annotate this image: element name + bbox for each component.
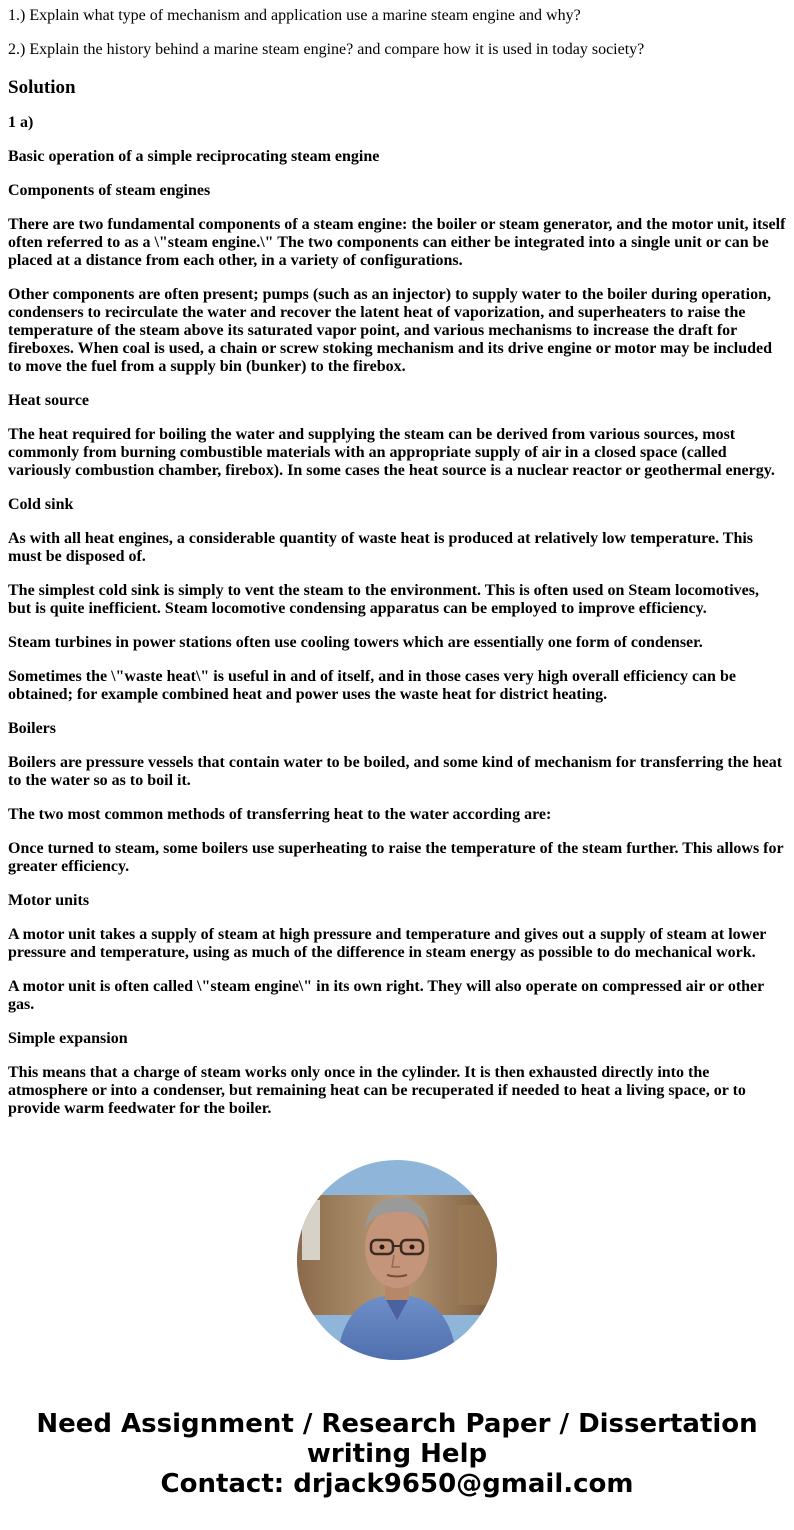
paragraph: This means that a charge of steam works only once in the cylinder. It is then exhausted directly into the atmosphere or into a condenser, but remaining heat can be recuperated if needed to heat a living space, or to provide warm feedwater for the boiler.: [8, 1064, 746, 1117]
paragraph: The simplest cold sink is simply to vent the steam to the environment. This is often used on Steam locomotives, but is quite inefficient. Steam locomotive condensing apparatus can be employed to improve efficiency.: [8, 582, 759, 617]
section-heading: Boilers: [8, 720, 56, 737]
promo-contact: Contact: drjack9650@gmail.com: [160, 1469, 634, 1499]
solution-heading: Solution: [8, 77, 76, 98]
paragraph: As with all heat engines, a considerable quantity of waste heat is produced at relatively low temperature. This must be disposed of.: [8, 530, 754, 565]
paragraph: Boilers are pressure vessels that contain water to be boiled, and some kind of mechanism for transferring the heat to the water so as to boil it.: [8, 754, 783, 789]
solution-part-label: 1 a): [8, 114, 34, 131]
paragraph: Sometimes the \"waste heat\" is useful in and of itself, and in those cases very high overall efficiency can be obtained; for example combined heat and power uses the waste heat for district heating.: [8, 668, 736, 703]
document-body: [0, 7, 794, 1118]
paragraph: The two most common methods of transferring heat to the water according are:: [8, 806, 552, 823]
paragraph: Other components are often present; pumps (such as an injector) to supply water to the boiler during operation, condensers to recirculate the water and recover the latent heat of vaporization, and superheaters to raise the temperature of the steam above its saturated vapor point, and various mechanisms to increase the draft for fireboxes. When coal is used, a chain or screw stoking mechanism and its drive engine or motor may be included to move the fuel from a supply bin (bunker) to the firebox.: [8, 286, 773, 375]
section-heading: Basic operation of a simple reciprocating steam engine: [8, 148, 380, 165]
paragraph: The heat required for boiling the water and supplying the steam can be derived from various sources, most commonly from burning combustible materials with an appropriate supply of air in a closed space (called variously combustion chamber, firebox). In some cases the heat source is a nuclear reactor or geothermal energy.: [8, 426, 775, 479]
author-avatar: [297, 1160, 497, 1360]
paragraph: A motor unit takes a supply of steam at high pressure and temperature and gives out a supply of steam at lower pressure and temperature, using as much of the difference in steam energy as possible to do mechanical work.: [8, 926, 767, 961]
paragraph: There are two fundamental components of a steam engine: the boiler or steam generator, and the motor unit, itself often referred to as a \"steam engine.\" The two components can either be integrated into a single unit or can be placed at a distance from each other, in a variety of configurations.: [8, 216, 786, 269]
paragraph: Steam turbines in power stations often use cooling towers which are essentially one form of condenser.: [8, 634, 703, 651]
promo-banner: [0, 1409, 794, 1499]
section-heading: Simple expansion: [8, 1030, 128, 1047]
question-1: 1.) Explain what type of mechanism and application use a marine steam engine and why?: [8, 7, 581, 24]
question-2: 2.) Explain the history behind a marine steam engine? and compare how it is used in today society?: [8, 41, 645, 58]
author-photo-illustration: [297, 1160, 497, 1360]
section-heading: Motor units: [8, 892, 90, 909]
section-heading: Heat source: [8, 392, 90, 409]
section-heading: Components of steam engines: [8, 182, 211, 199]
paragraph: Once turned to steam, some boilers use superheating to raise the temperature of the steam further. This allows for greater efficiency.: [8, 840, 784, 875]
section-heading: Cold sink: [8, 496, 74, 513]
promo-line-1: Need Assignment / Research Paper / Dissertation writing Help: [36, 1409, 758, 1469]
paragraph: A motor unit is often called \"steam engine\" in its own right. They will also operate on compressed air or other gas.: [8, 978, 764, 1013]
